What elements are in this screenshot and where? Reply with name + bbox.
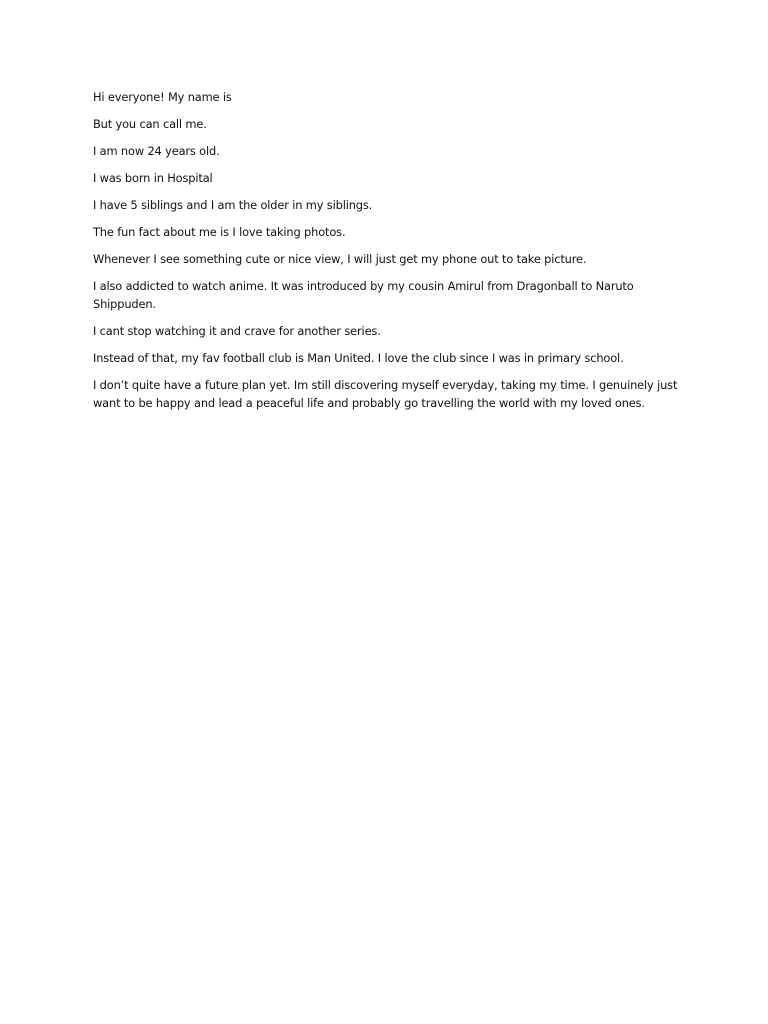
document-body (93, 88, 683, 421)
paragraph-nickname: But you can call me. (93, 117, 207, 131)
paragraph-photos: Whenever I see something cute or nice view, I will just get my phone out to take picture. (93, 252, 587, 266)
paragraph-age: I am now 24 years old. (93, 144, 220, 158)
paragraph-series: I cant stop watching it and crave for another series. (93, 324, 381, 338)
paragraph-greeting: Hi everyone! My name is (93, 90, 232, 104)
paragraph-birthplace: I was born in Hospital (93, 171, 213, 185)
paragraph-anime: I also addicted to watch anime. It was introduced by my cousin Amirul from Dragonball to Naruto Shippuden. (93, 279, 634, 311)
paragraph-siblings: I have 5 siblings and I am the older in my siblings. (93, 198, 373, 212)
paragraph-future-plan: I don’t quite have a future plan yet. Im still discovering myself everyday, taking my time. I genuinely just want to be happy and lead a peaceful life and probably go travelling the world with my loved ones. (93, 378, 678, 410)
paragraph-football: Instead of that, my fav football club is Man United. I love the club since I was in primary school. (93, 351, 624, 365)
paragraph-fun-fact: The fun fact about me is I love taking photos. (93, 225, 346, 239)
